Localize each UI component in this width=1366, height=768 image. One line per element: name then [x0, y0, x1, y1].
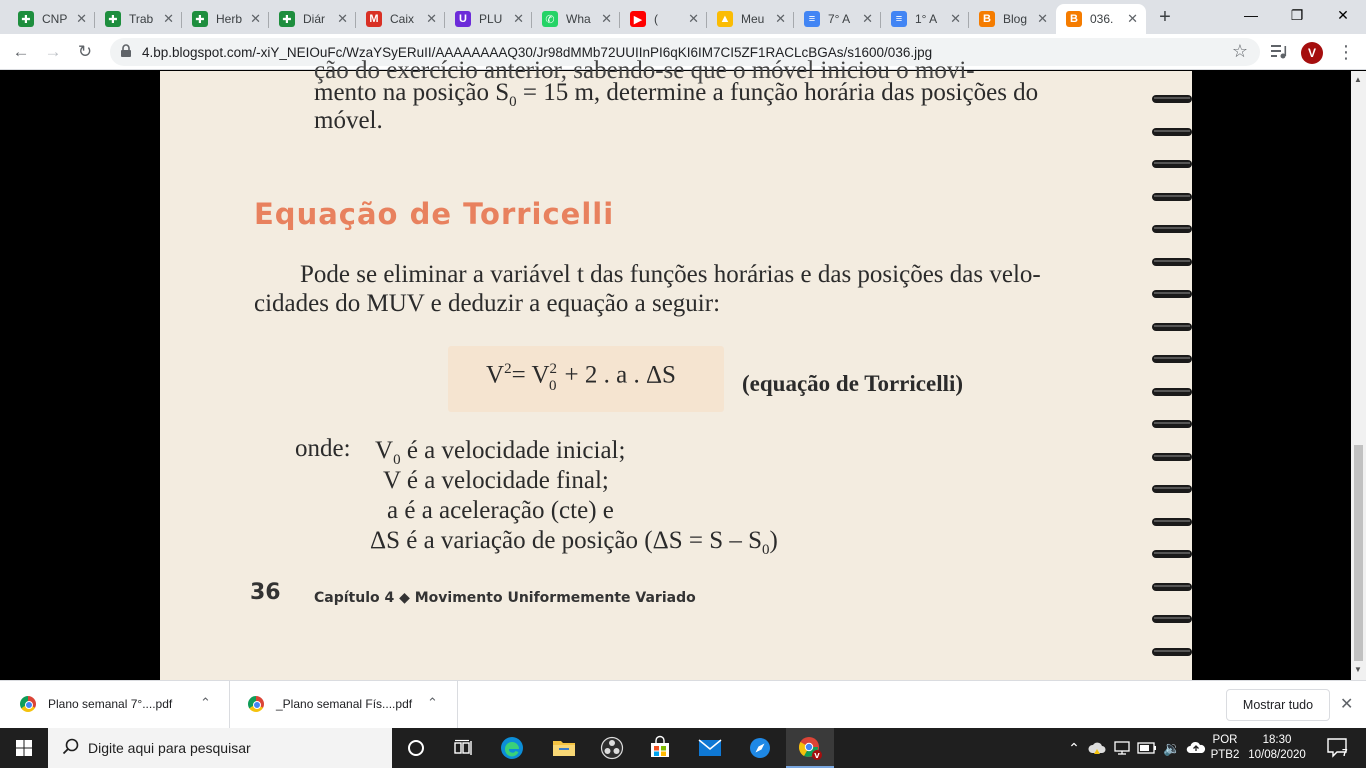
tab-close-icon[interactable]: ✕ — [1127, 11, 1138, 26]
plurall-icon: U — [455, 11, 471, 27]
tab-strip — [0, 0, 1366, 34]
onedrive-cloud-icon[interactable] — [1184, 728, 1208, 768]
compass-app-icon[interactable] — [736, 728, 784, 768]
windows-taskbar — [0, 728, 1366, 768]
task-view-icon[interactable] — [440, 728, 488, 768]
tab-close-icon[interactable]: ✕ — [950, 11, 961, 26]
drive-icon: ▲ — [717, 11, 733, 27]
download-item[interactable] — [0, 681, 230, 729]
exercise-line2-b: = 15 m, determine a função horária das posições do — [516, 79, 1039, 106]
docs-icon: ≡ — [804, 11, 820, 27]
blogger-icon: B — [979, 11, 995, 27]
download-bar — [0, 680, 1366, 728]
browser-tab[interactable] — [707, 4, 794, 34]
vertical-scrollbar[interactable] — [1351, 71, 1366, 680]
browser-tab[interactable] — [532, 4, 620, 34]
tab-label: Wha — [566, 12, 591, 26]
new-tab-button[interactable]: + — [1159, 6, 1171, 28]
bookmark-star-icon[interactable]: ☆ — [1231, 41, 1248, 61]
tab-label: Diár — [303, 12, 326, 26]
spiral-ring — [1152, 550, 1192, 558]
spiral-ring — [1152, 518, 1192, 526]
tab-close-icon[interactable]: ✕ — [601, 11, 612, 26]
docs-icon: ≡ — [891, 11, 907, 27]
minimize-button[interactable]: — — [1244, 7, 1258, 23]
show-all-button[interactable]: Mostrar tudo — [1226, 689, 1330, 721]
spiral-ring — [1152, 355, 1192, 363]
notification-center-icon[interactable] — [1318, 728, 1358, 768]
chrome-pdf-icon — [20, 696, 36, 712]
weather-cloud-icon[interactable] — [1086, 728, 1108, 768]
cortana-icon[interactable] — [392, 728, 440, 768]
whatsapp-icon: ✆ — [542, 11, 558, 27]
spiral-ring — [1152, 128, 1192, 136]
browser-tab[interactable] — [269, 4, 356, 34]
section-heading: Equação de Torricelli — [254, 197, 615, 231]
chrome-taskbar-icon[interactable] — [786, 728, 834, 768]
file-explorer-icon[interactable] — [540, 728, 588, 768]
browser-tab[interactable] — [881, 4, 969, 34]
paragraph-line2: cidades do MUV e deduzir a equação a seguir: — [254, 290, 721, 317]
chevron-up-icon[interactable]: ⌃ — [427, 695, 438, 710]
spiral-ring — [1152, 420, 1192, 428]
search-icon — [62, 738, 80, 756]
tab-close-icon[interactable]: ✕ — [862, 11, 873, 26]
spiral-ring — [1152, 323, 1192, 331]
plus-doc-icon: ✚ — [279, 11, 295, 27]
tab-label: Blog — [1003, 12, 1028, 26]
tab-close-icon[interactable]: ✕ — [426, 11, 437, 26]
youtube-icon: ▶ — [630, 11, 646, 27]
windows-logo-icon — [16, 740, 32, 756]
exercise-line2-sub: 0 — [509, 94, 517, 110]
media-control-icon[interactable] — [1270, 43, 1288, 59]
browser-tab[interactable] — [356, 4, 445, 34]
spiral-ring — [1152, 193, 1192, 201]
equation-label: (equação de Torricelli) — [742, 371, 964, 396]
lang-code: POR — [1212, 734, 1238, 746]
definition-delta-s-sub: 0 — [762, 542, 770, 558]
chevron-up-icon[interactable]: ⌃ — [200, 695, 211, 710]
tab-label: 1° A — [915, 12, 938, 26]
restore-button[interactable]: ❐ — [1290, 7, 1304, 23]
image-viewport — [0, 57, 1366, 680]
tab-label: 7° A — [828, 12, 851, 26]
definition-delta-s — [370, 527, 778, 559]
clock[interactable] — [1244, 728, 1310, 768]
clock-time: 18:30 — [1262, 734, 1292, 746]
network-icon[interactable] — [1110, 728, 1134, 768]
browser-tab[interactable] — [445, 4, 532, 34]
tab-label: Herb — [216, 12, 243, 26]
spiral-ring — [1152, 615, 1192, 623]
close-window-button[interactable]: ✕ — [1337, 7, 1349, 23]
notification-count: 7 — [1342, 748, 1348, 759]
browser-tab[interactable] — [182, 4, 269, 34]
definition-v0-text: é a velocidade inicial; — [400, 437, 626, 464]
browser-tab[interactable] — [794, 4, 881, 34]
profile-avatar[interactable]: V — [1301, 42, 1323, 64]
browser-tab[interactable] — [969, 4, 1056, 34]
tab-label: CNP — [42, 12, 68, 26]
spiral-ring — [1152, 485, 1192, 493]
browser-tab[interactable] — [95, 4, 182, 34]
close-icon[interactable]: ✕ — [1340, 696, 1354, 713]
volume-icon[interactable]: 🔉 — [1163, 739, 1181, 756]
definition-v0: $V_0$ é a velocidade inicial; — [375, 437, 626, 468]
tab-close-icon[interactable]: ✕ — [513, 11, 524, 26]
exercise-text-line3: móvel. — [314, 107, 383, 134]
battery-icon[interactable] — [1135, 728, 1159, 768]
plus-doc-icon: ✚ — [105, 11, 121, 27]
download-filename: Plano semanal 7°....pdf — [48, 697, 173, 711]
start-button[interactable] — [0, 728, 48, 768]
tab-close-icon[interactable]: ✕ — [775, 11, 786, 26]
tab-label: ( — [654, 12, 658, 26]
spiral-ring — [1152, 453, 1192, 461]
tab-close-icon[interactable]: ✕ — [163, 11, 174, 26]
input-language-indicator[interactable] — [1208, 728, 1242, 768]
tab-close-icon[interactable]: ✕ — [337, 11, 348, 26]
exercise-text-line2 — [314, 79, 1038, 111]
download-filename: _Plano semanal Fís....pdf — [276, 697, 413, 711]
url-text: 4.bp.blogspot.com/-xiY_NEIOuFc/WzaYSyERuII/AAAAAAAAQ30/Jr98dMMb72UUIInPI6qKI6IM7CI5ZF1RACLcBGAs/s1600/036.jpg — [142, 45, 933, 60]
tab-close-icon[interactable]: ✕ — [250, 11, 261, 26]
page-number: 36 — [250, 580, 281, 605]
lock-icon — [120, 44, 132, 58]
spiral-ring — [1152, 258, 1192, 266]
plus-doc-icon: ✚ — [192, 11, 208, 27]
exercise-line2-a: mento na posição S — [314, 79, 510, 106]
edge-browser-icon[interactable] — [488, 728, 536, 768]
spiral-ring — [1152, 583, 1192, 591]
microsoft-store-icon[interactable] — [636, 728, 684, 768]
spiral-ring — [1152, 290, 1192, 298]
tab-label: 036. — [1090, 12, 1114, 26]
browser-tab[interactable] — [8, 4, 95, 34]
spiral-ring — [1152, 160, 1192, 168]
definition-a: a é a aceleração (cte) e — [387, 497, 614, 524]
chrome-pdf-icon — [248, 696, 264, 712]
definition-delta-s-end: ) — [769, 527, 778, 554]
scrollbar-thumb[interactable] — [1354, 445, 1363, 661]
tab-close-icon[interactable]: ✕ — [76, 11, 87, 26]
taskbar-search-box[interactable] — [48, 728, 392, 768]
download-item[interactable] — [230, 681, 458, 729]
book-page-image — [160, 57, 1192, 680]
plus-doc-icon: ✚ — [18, 11, 34, 27]
menu-kebab-icon[interactable]: ⋮ — [1337, 42, 1355, 62]
definition-v: V é a velocidade final; — [383, 467, 609, 494]
show-hidden-icons-chevron-icon[interactable]: ⌃ — [1068, 739, 1080, 756]
spiral-ring — [1152, 225, 1192, 233]
tab-label: Trab — [129, 12, 154, 26]
tab-close-icon[interactable]: ✕ — [688, 11, 699, 26]
definition-delta-s-text: ΔS é a variação de posição (ΔS = S – S — [370, 527, 763, 554]
svg-text:V: V — [814, 752, 820, 760]
search-placeholder: Digite aqui para pesquisar — [88, 740, 251, 756]
forward-button[interactable]: → — [44, 42, 62, 61]
scroll-up-arrow-icon[interactable]: ▲ — [1354, 75, 1362, 84]
keyboard-layout: PTB2 — [1210, 749, 1240, 761]
onde-label: onde: — [295, 435, 351, 462]
tab-close-icon[interactable]: ✕ — [1037, 11, 1048, 26]
obs-studio-icon[interactable] — [588, 728, 636, 768]
spiral-ring — [1152, 648, 1192, 656]
clock-date: 10/08/2020 — [1248, 749, 1306, 761]
spiral-ring — [1152, 388, 1192, 396]
tab-label: Caix — [390, 12, 415, 26]
blogger-icon: B — [1066, 11, 1082, 27]
spiral-ring — [1152, 95, 1192, 103]
torricelli-equation: $V^2= V^2_0 + 2$ . a . ΔS — [486, 361, 676, 395]
gmail-icon: M — [366, 11, 382, 27]
back-button[interactable]: ← — [12, 42, 30, 61]
tab-label: Meu — [741, 12, 765, 26]
browser-tab[interactable] — [620, 4, 707, 34]
tab-label: PLU — [479, 12, 503, 26]
scroll-down-arrow-icon[interactable]: ▼ — [1354, 665, 1362, 674]
chapter-footer: Capítulo 4 ◆ Movimento Uniformemente Variado — [314, 590, 696, 606]
exercise-text-cut: ção do exercício anterior, sabendo-se que o móvel iniciou o movi- — [314, 57, 975, 84]
paragraph-line1: Pode se eliminar a variável t das funções horárias e das posições das velo- — [300, 261, 1041, 288]
mail-icon[interactable] — [686, 728, 734, 768]
reload-button[interactable]: ↻ — [77, 42, 93, 61]
browser-tab[interactable] — [1056, 4, 1146, 34]
